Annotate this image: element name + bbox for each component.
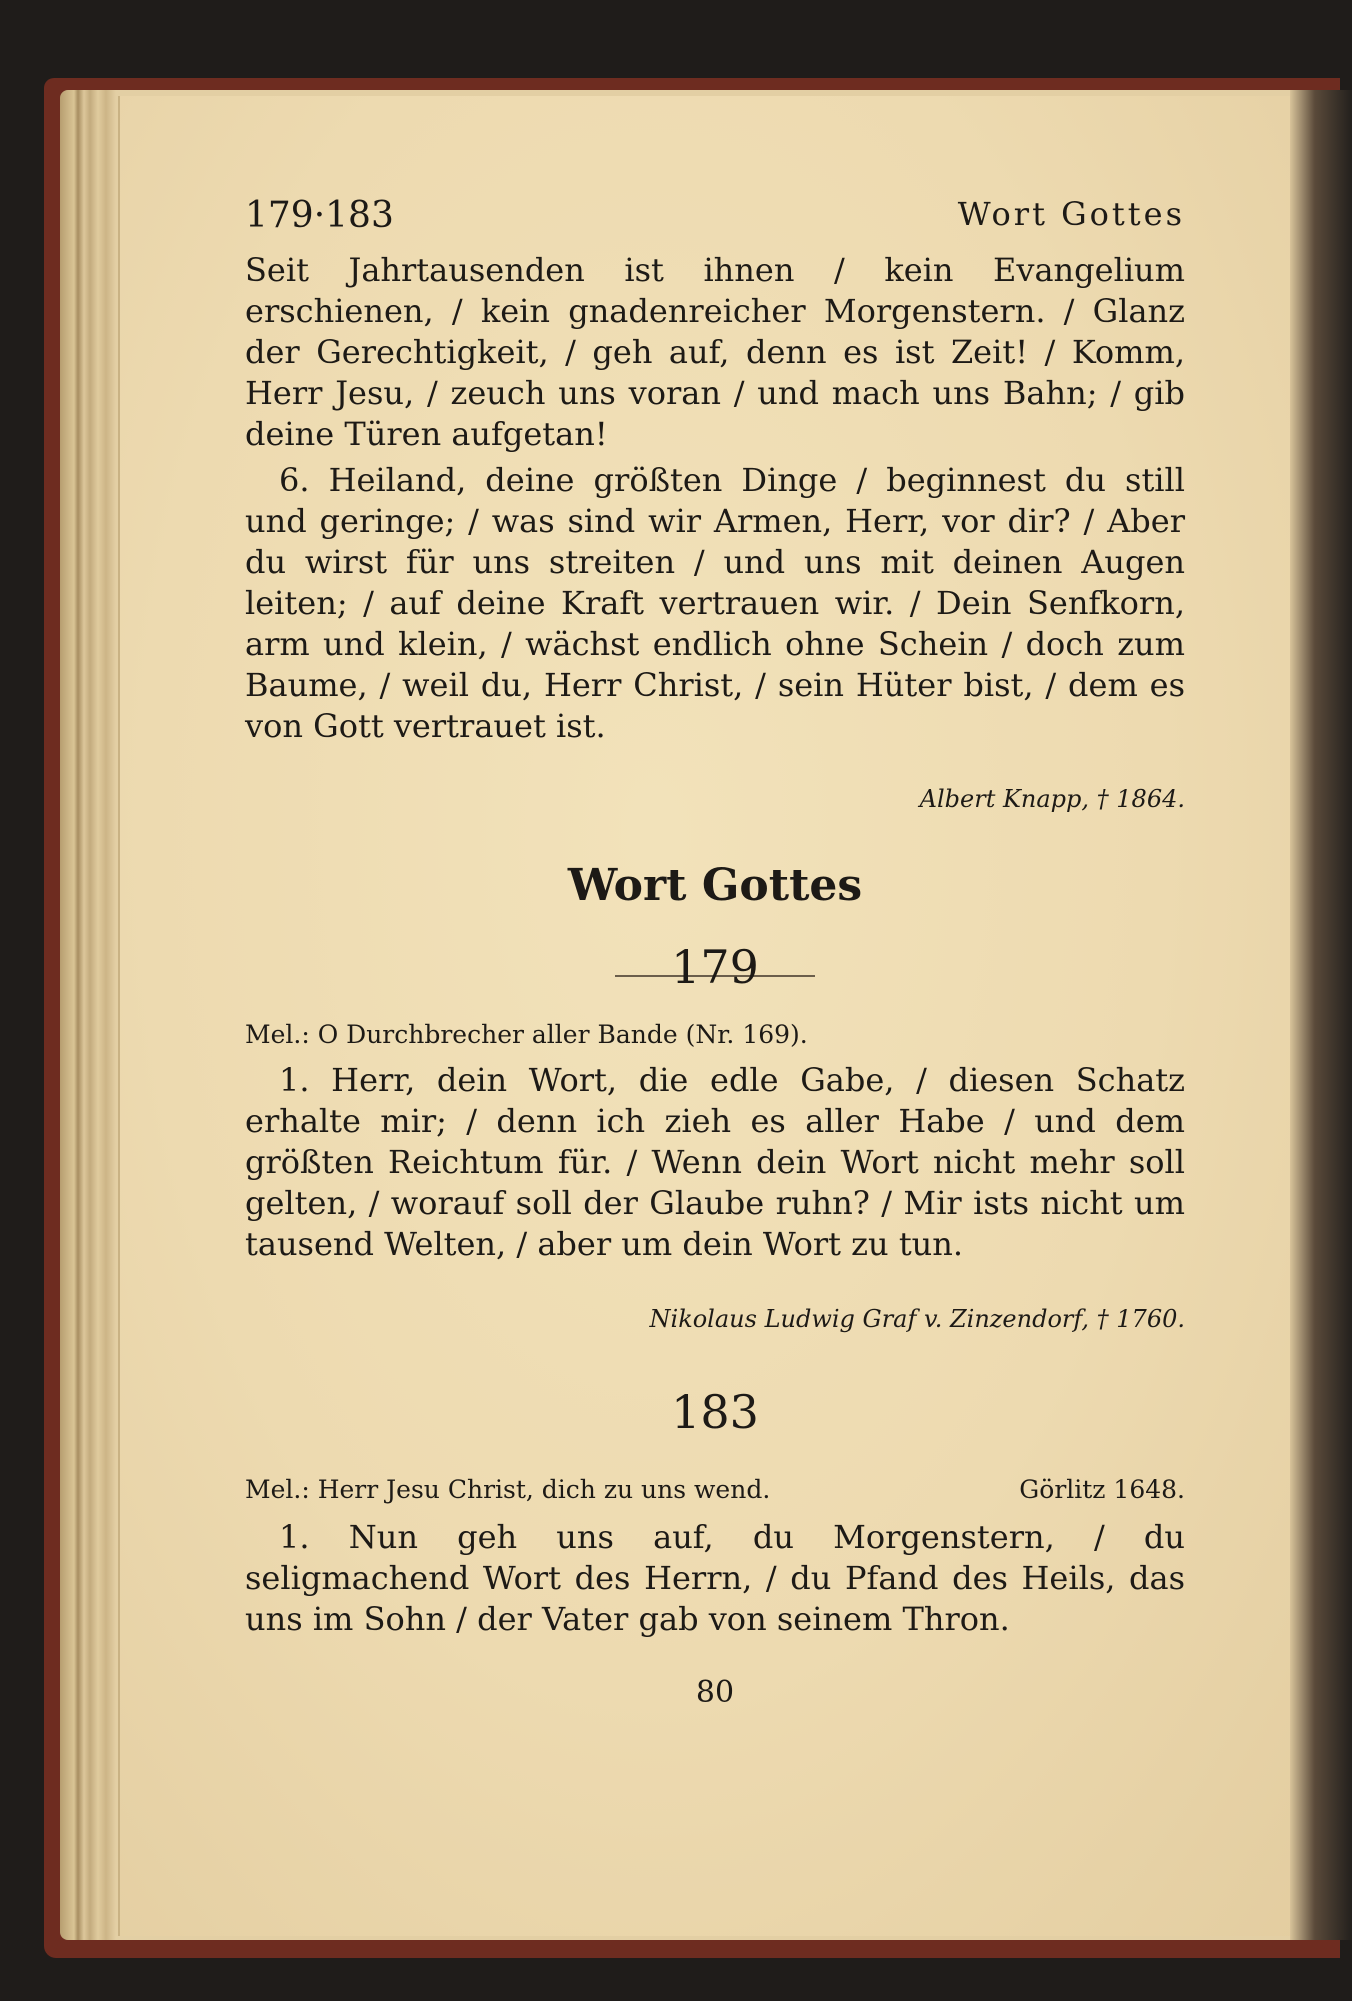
melody-183 (245, 1475, 1185, 1507)
melody-183-tune: Mel.: Herr Jesu Christ, dich zu uns wend. (245, 1475, 771, 1504)
previous-stanza-6: 6. Heiland, deine größten Dinge / beginnest du still und geringe; / was sind wir Armen, Herr, vor dir? / Aber du wirst für uns streiten / und uns mit deinen Augen leiten; / auf deine Kraft vertrauen wir. / Dein Senfkorn, arm und klein, / wächst endlich ohne Schein / doch zum Baume, / weil du, Herr Christ, / sein Hüter bist, / dem es von Gott vertrauet ist. (245, 461, 1185, 745)
author-179: Nikolaus Ludwig Graf v. Zinzendorf, † 1760. (649, 1305, 1185, 1333)
previous-author: Albert Knapp, † 1864. (919, 785, 1185, 813)
previous-stanza-end: Seit Jahrtausenden ist ihnen / kein Evangelium erschienen, / kein gnadenreicher Morgenstern. / Glanz der Gerechtigkeit, / geh auf, denn es ist Zeit! / Komm, Herr Jesu, / zeuch uns voran / und mach uns Bahn; / gib deine Türen aufgetan! (245, 251, 1185, 453)
stanza-183-1: 1. Nun geh uns auf, du Morgenstern, / du seligmachend Wort des Herrn, / du Pfand des Heils, das uns im Sohn / der Vater gab von seinem Thron. (245, 1518, 1185, 1638)
hymn-number-183: 183 (671, 1385, 759, 1439)
running-section-title: Wort Gottes (957, 195, 1185, 233)
page-number: 80 (695, 1675, 735, 1710)
melody-179: Mel.: O Durchbrecher aller Bande (Nr. 169). (245, 1020, 808, 1049)
hymn-range: 179·183 (245, 195, 394, 236)
hymn-number-179: 179 (671, 940, 759, 994)
section-title: Wort Gottes (567, 860, 863, 911)
gutter-shadow (1290, 90, 1352, 1940)
running-head (245, 195, 1185, 245)
melody-183-origin: Görlitz 1648. (1019, 1475, 1185, 1504)
stanza-179-1: 1. Herr, dein Wort, die edle Gabe, / diesen Schatz erhalte mir; / denn ich zieh es aller Habe / und dem größten Reichtum für. / Wenn dein Wort nicht mehr soll gelten, / worauf soll der Glaube ruhn? / Mir ists nicht um tausend Welten, / aber um dein Wort zu tun. (245, 1061, 1185, 1263)
